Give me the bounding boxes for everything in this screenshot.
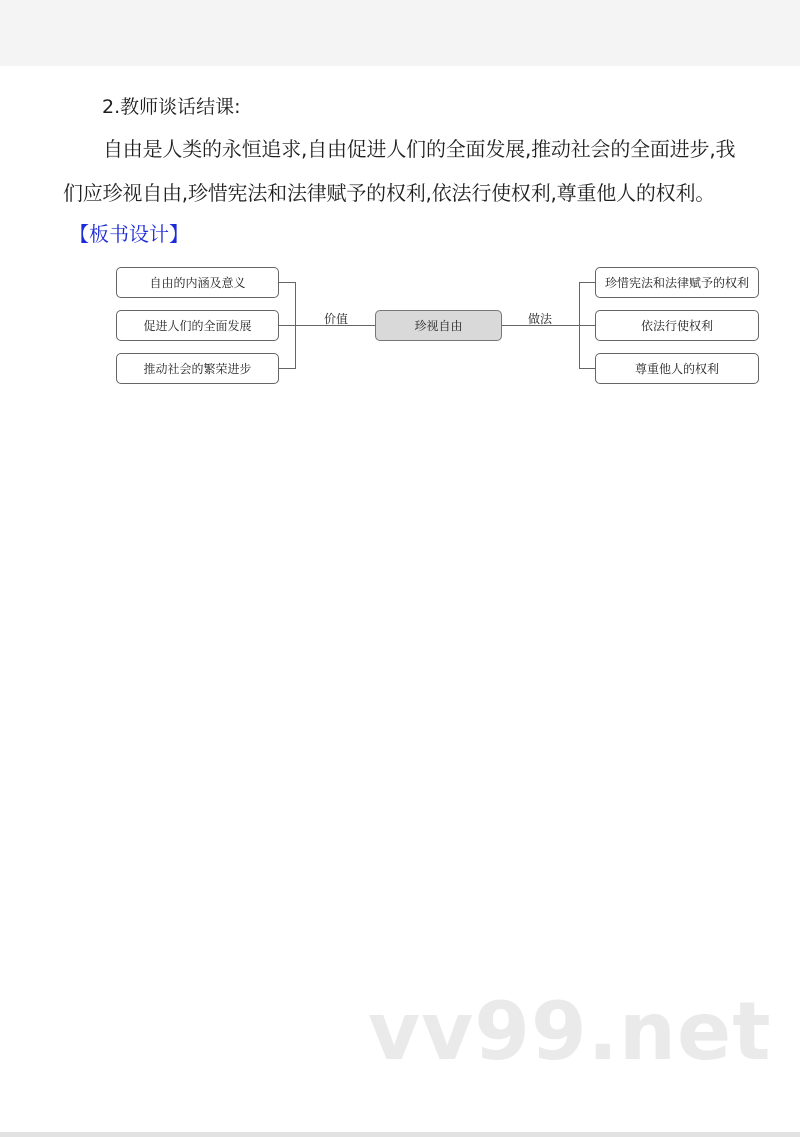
- sub-heading: 2.教师谈话结课:: [102, 96, 241, 118]
- page-top-margin: [0, 0, 800, 66]
- right-connector-label: 做法: [528, 312, 553, 326]
- watermark: vv99.net: [368, 985, 772, 1078]
- right-item-box: [595, 353, 759, 384]
- connector-line: [279, 368, 296, 369]
- right-item-label: 依法行使权利: [640, 319, 713, 333]
- connector-line: [579, 368, 595, 369]
- right-item-label: 尊重他人的权利: [634, 362, 719, 376]
- right-item-box: [595, 267, 759, 298]
- section-heading: 【板书设计】: [69, 222, 189, 246]
- left-item-box: [116, 310, 279, 341]
- left-item-label: 促进人们的全面发展: [143, 319, 252, 333]
- paragraph-line-2: 们应珍视自由,珍惜宪法和法律赋予的权利,依法行使权利,尊重他人的权利。: [63, 181, 716, 205]
- connector-line: [579, 325, 595, 326]
- connector-line: [279, 282, 296, 283]
- right-item-label: 珍惜宪法和法律赋予的权利: [604, 276, 749, 290]
- page-bottom-edge: [0, 1132, 800, 1137]
- connector-line: [579, 282, 595, 283]
- left-connector-label: 价值: [324, 312, 349, 326]
- center-node: [375, 310, 502, 341]
- right-item-box: [595, 310, 759, 341]
- left-item-box: [116, 267, 279, 298]
- connector-line: [279, 325, 296, 326]
- left-item-box: [116, 353, 279, 384]
- left-item-label: 自由的内涵及意义: [149, 276, 246, 290]
- paragraph-line-1: 自由是人类的永恒追求,自由促进人们的全面发展,推动社会的全面进步,我: [103, 137, 736, 161]
- left-item-label: 推动社会的繁荣进步: [143, 362, 252, 376]
- center-node-label: 珍视自由: [414, 319, 463, 333]
